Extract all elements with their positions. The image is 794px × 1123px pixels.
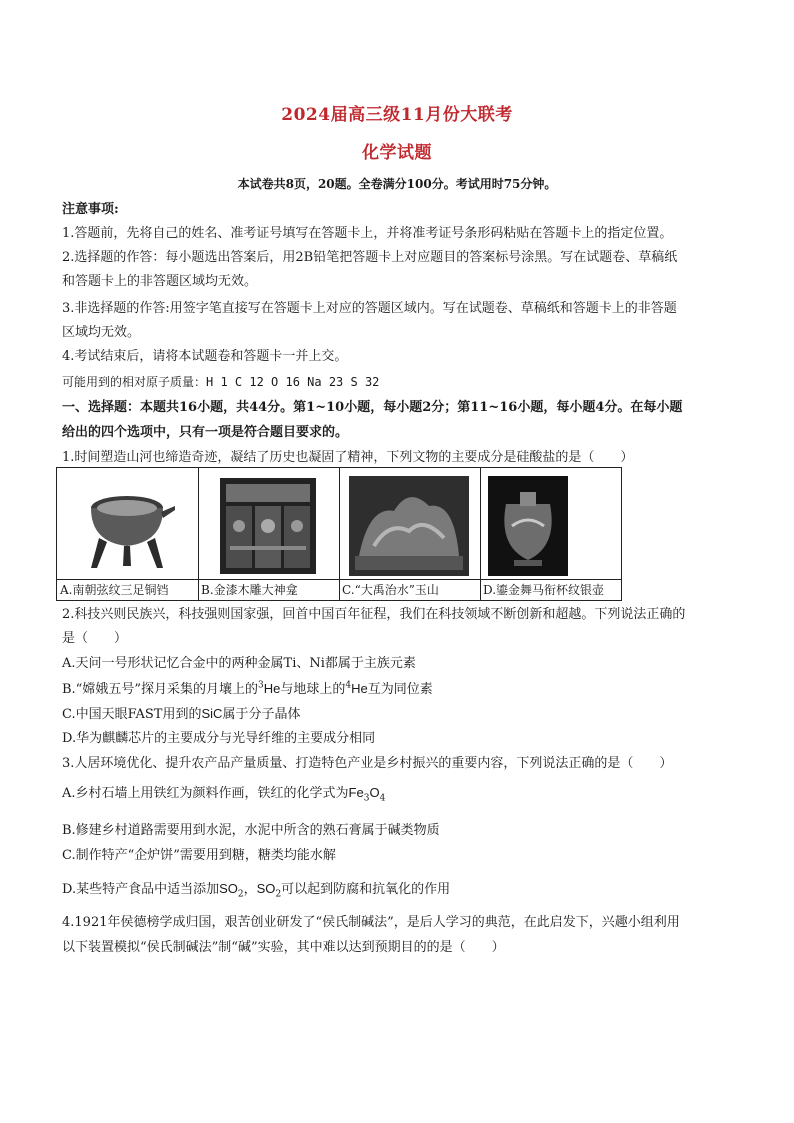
notice-item-2: 2.选择题的作答：每小题选出答案后，用2B铅笔把答题卡上对应题目的答案标号涂黑。写在试题卷、草稿纸 <box>62 250 678 265</box>
isotope-mass-3: 3 <box>257 680 264 691</box>
q2-option-c <box>62 704 300 724</box>
bronze-tripod-vessel-icon <box>77 480 177 572</box>
section1-instructions-cont: 给出的四个选项中，只有一项是符合题目要求的。 <box>62 425 349 440</box>
q3-option-d <box>62 879 450 899</box>
q3-option-c: C.制作特产“企炉饼”需要用到糖，糖类均能水解 <box>62 848 336 863</box>
formula-fe: Fe <box>348 785 364 800</box>
q4-stem: 4.1921年侯德榜学成归国，艰苦创业研发了“侯氏制碱法”，是后人学习的典范，在此启发下，兴趣小组利用 <box>62 915 680 930</box>
subject-title: 化学试题 <box>362 143 432 163</box>
notice-item-3: 3.非选择题的作答:用签字笔直接写在答题卡上对应的答题区域内。写在试题卷、草稿纸和答题卡上的非答题 <box>62 301 677 316</box>
isotope-symbol-he4: He <box>351 681 368 696</box>
q1-option-d-label: D.鎏金舞马衔杯纹银壶 <box>480 579 621 600</box>
q2-option-b-text3: 互为同位素 <box>367 682 433 697</box>
q3-option-d-comma: ， <box>243 882 257 897</box>
q3-option-d-text2: 可以起到防腐和抗氧化的作用 <box>281 882 451 897</box>
q2-option-b-text2: 与地球上的 <box>280 682 346 697</box>
notice-heading: 注意事项: <box>62 202 119 217</box>
notice-item-3-cont: 区域均无效。 <box>62 325 141 340</box>
q1-option-a-label: A.南朝弦纹三足铜铛 <box>57 579 198 600</box>
q1-option-c <box>339 468 481 600</box>
subscript-4: 4 <box>379 793 386 804</box>
formula-o: O <box>369 785 380 800</box>
exam-title: 2024届高三级11月份大联考 <box>281 105 513 125</box>
formula-so2-a: SO <box>219 881 238 896</box>
q1-option-a <box>57 468 199 600</box>
q2-option-a: A.天问一号形状记忆合金中的两种金属Ti、Ni都属于主族元素 <box>62 656 416 671</box>
q1-option-c-label: C.“大禹治水”玉山 <box>339 579 480 600</box>
isotope-mass-4: 4 <box>345 680 352 691</box>
gilded-wood-shrine-icon <box>218 476 318 576</box>
q2-stem-cont: 是（ ） <box>62 631 128 646</box>
notice-item-1: 1.答题前，先将自己的姓名、准考证号填写在答题卡上，并将准考证号条形码粘贴在答题卡上的指定位置。 <box>62 226 673 241</box>
q2-option-b <box>62 679 433 699</box>
formula-sic: SiC <box>201 706 223 721</box>
q3-option-a <box>62 783 385 803</box>
subscript-2b: 2 <box>275 889 282 900</box>
exam-info: 本试卷共8页，20题。全卷满分100分。考试用时75分钟。 <box>237 177 557 191</box>
q1-option-table <box>56 467 622 601</box>
section1-instructions: 一、选择题：本题共16小题，共44分。第1~10小题，每小题2分；第11~16小题，每小题4分。在每小题 <box>62 400 683 415</box>
atomic-masses: 可能用到的相对原子质量：H 1 C 12 O 16 Na 23 S 32 <box>62 375 380 389</box>
subscript-2a: 2 <box>237 889 244 900</box>
q2-stem: 2.科技兴则民族兴，科技强则国家强，回首中国百年征程，我们在科技领域不断创新和超越。下列说法正确的 <box>62 607 686 622</box>
notice-item-4: 4.考试结束后，请将本试题卷和答题卡一并上交。 <box>62 349 348 364</box>
jade-mountain-carving-icon <box>349 476 469 576</box>
q2-option-d: D.华为麒麟芯片的主要成分与光导纤维的主要成分相同 <box>62 731 376 746</box>
q1-option-b <box>198 468 340 600</box>
notice-item-2-cont: 和答题卡上的非答题区域均无效。 <box>62 274 258 289</box>
q2-option-b-text1: B.“嫦娥五号”探月采集的月壤上的 <box>62 682 258 697</box>
q2-option-c-text1: C.中国天眼FAST用到的 <box>62 707 202 722</box>
q3-option-b: B.修建乡村道路需要用到水泥，水泥中所含的熟石膏属于碱类物质 <box>62 823 440 838</box>
q2-option-c-text2: 属于分子晶体 <box>222 707 301 722</box>
q3-stem: 3.人居环境优化、提升农产品产量质量、打造特色产业是乡村振兴的重要内容，下列说法正确的是（ ） <box>62 756 673 771</box>
q1-option-b-label: B.金漆木雕大神龛 <box>198 579 339 600</box>
q4-stem-cont: 以下装置模拟“侯氏制碱法”制“碱”实验，其中难以达到预期目的的是（ ） <box>62 940 505 955</box>
formula-so2-b: SO <box>256 881 276 896</box>
subscript-3: 3 <box>363 793 370 804</box>
q3-option-d-text1: D.某些特产食品中适当添加 <box>62 882 220 897</box>
q1-option-d <box>480 468 621 600</box>
q1-stem: 1.时间塑造山河也缔造奇迹，凝结了历史也凝固了精神，下列文物的主要成分是硅酸盐的是（ ） <box>62 450 634 465</box>
silver-flask-icon <box>488 476 568 576</box>
q3-option-a-text: A.乡村石墙上用铁红为颜料作画，铁红的化学式为 <box>62 786 349 801</box>
isotope-symbol-he3: He <box>263 681 281 696</box>
